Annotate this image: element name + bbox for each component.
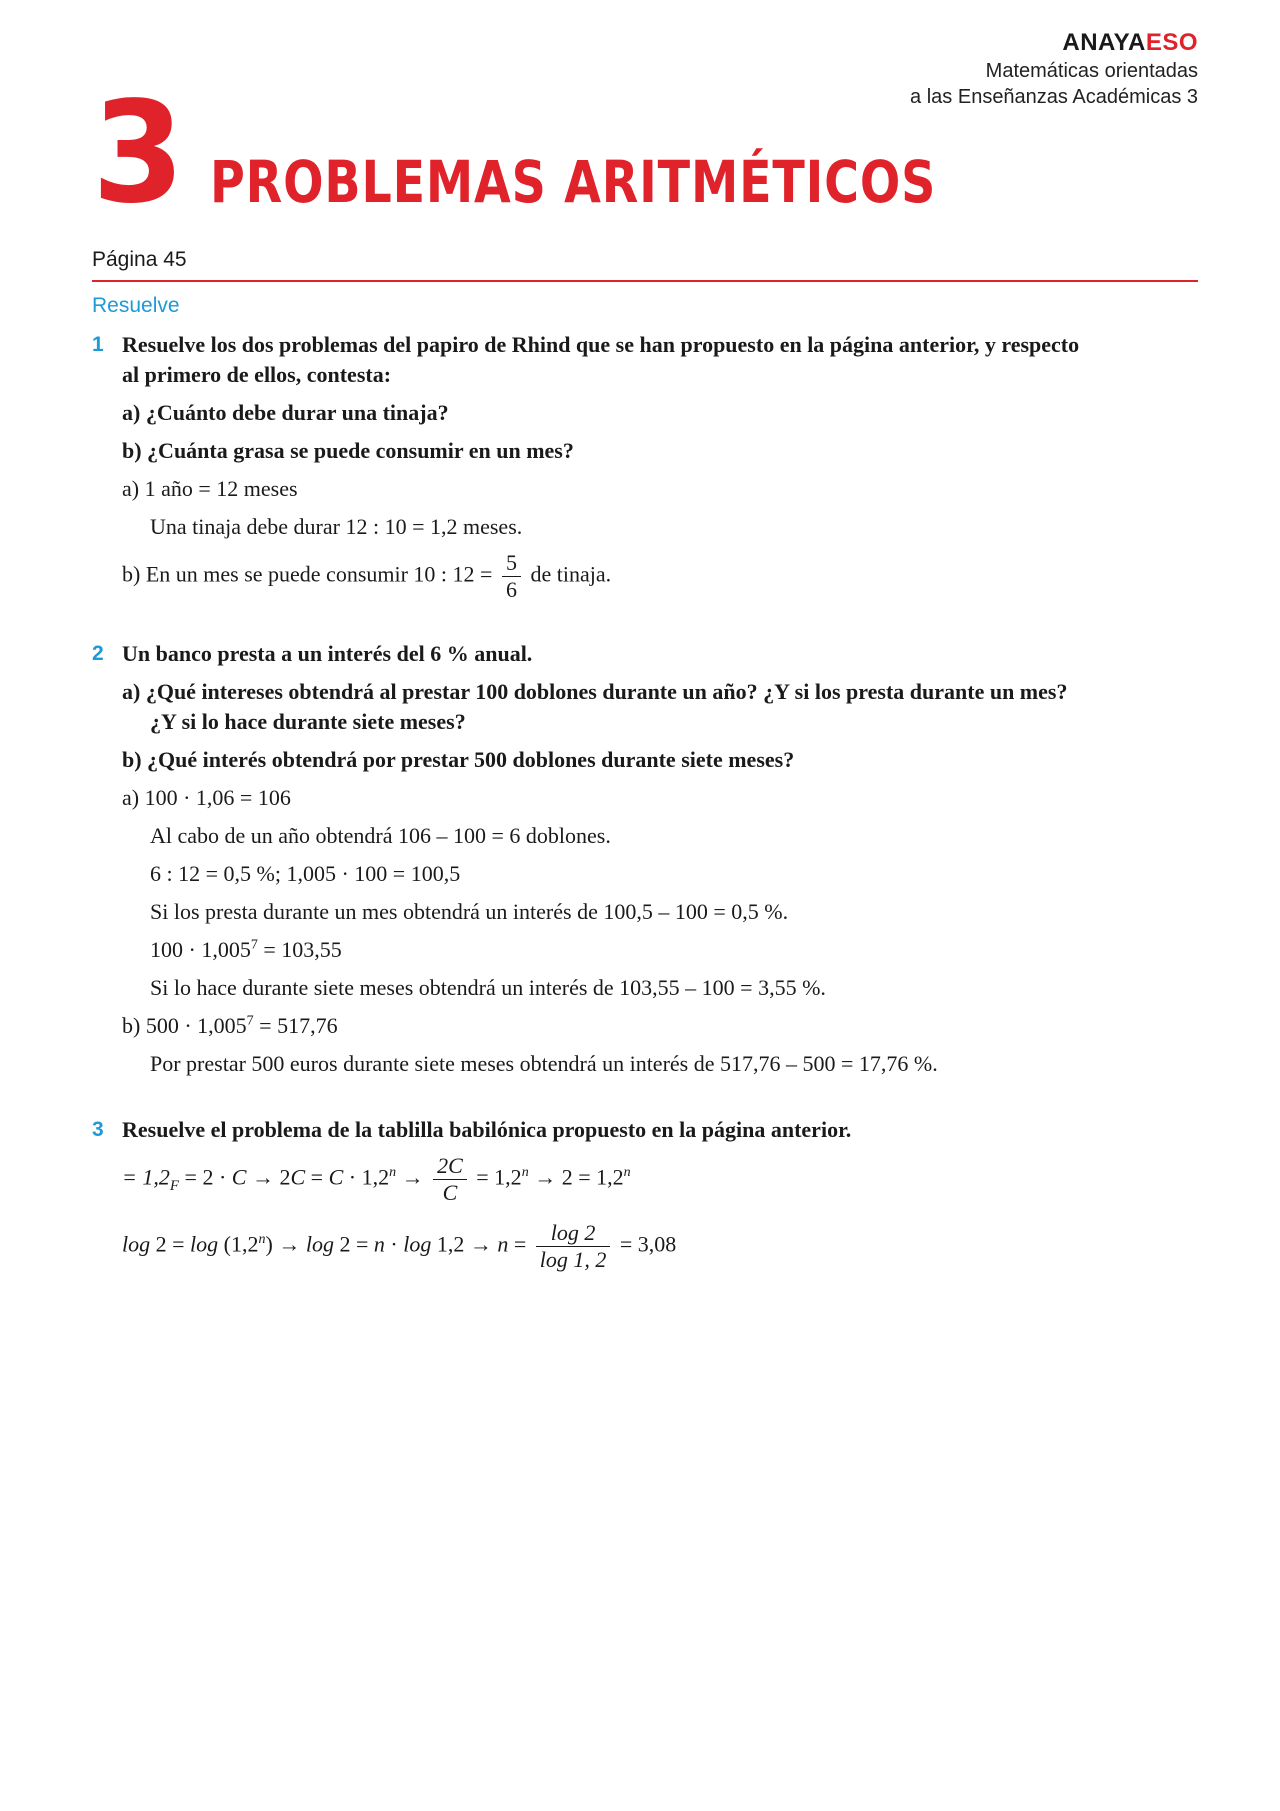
book-title-line1: Matemáticas orientadas bbox=[985, 60, 1198, 82]
book-title-line2: a las Enseñanzas Académicas 3 bbox=[910, 86, 1198, 108]
math-line-1: = $1,2_F = 2 \cdot C \to 2C = C \cdot 1,2^n$ → $\frac{2C}{C}$ = $1,2^n \to 2 = 1,2^n$ bbox=[122, 1153, 631, 1205]
problem-question: Resuelve el problema de la tablilla babilónica propuesto en la página anterior. bbox=[122, 1117, 852, 1142]
sub-question-a: a) ¿Cuánto debe durar una tinaja? bbox=[122, 400, 449, 425]
answer-line: b) $500 \cdot 1,005^7 = 517,76$ bbox=[122, 1013, 338, 1038]
sub-question-b: b) ¿Cuánta grasa se puede consumir en un mes? bbox=[122, 438, 574, 463]
answer-line: a) 1 año = 12 meses bbox=[122, 476, 298, 501]
problem-2 bbox=[92, 639, 1092, 1079]
problem-number: 1 bbox=[92, 333, 104, 356]
answer-line: 6 : 12 = 0,5 %; 1,005 · 100 = 100,5 bbox=[150, 861, 461, 886]
answer-text: b) En un mes se puede consumir 10 : 12 = bbox=[122, 561, 493, 587]
brand-eso: ESO bbox=[1145, 29, 1198, 56]
fraction-denominator: C bbox=[442, 1180, 458, 1205]
brand-anaya: ANAYA bbox=[1062, 29, 1146, 56]
fraction bbox=[433, 1153, 467, 1206]
fraction-denominator: log 1, 2 bbox=[539, 1247, 607, 1272]
problem-1 bbox=[92, 330, 1092, 603]
publisher-logo bbox=[910, 30, 1198, 56]
fraction-numerator: log 2 bbox=[536, 1220, 611, 1247]
answer-line: Al cabo de un año obtendrá 106 – 100 = 6 doblones. bbox=[150, 823, 611, 848]
section-label: Resuelve bbox=[92, 294, 180, 317]
answer-line: Una tinaja debe durar 12 : 10 = 1,2 meses. bbox=[150, 514, 523, 539]
answer-line: $100 \cdot 1,005^7 = 103,55$ bbox=[150, 937, 342, 962]
sub-question-b: b) ¿Qué interés obtendrá por prestar 500 doblones durante siete meses? bbox=[122, 747, 795, 772]
fraction bbox=[502, 550, 521, 603]
problem-question: Resuelve los dos problemas del papiro de Rhind que se han propuesto en la página anterior, y respecto al primero de ellos, contesta: bbox=[122, 332, 1080, 387]
math-line-2: $\log 2 = \log (1,2^n) \to \log 2 = n \cdot \log 1,2 \to n$ = $\frac{\log 2}{\log 1, 2}$ = 3,08 bbox=[122, 1220, 677, 1272]
fraction-denominator: 6 bbox=[505, 577, 517, 602]
answer-line: Por prestar 500 euros durante siete meses obtendrá un interés de 517,76 – 500 = 17,76 %. bbox=[150, 1051, 938, 1076]
answer-line: Si lo hace durante siete meses obtendrá un interés de 103,55 – 100 = 3,55 %. bbox=[150, 975, 826, 1000]
fraction-numerator: 5 bbox=[502, 550, 521, 577]
fraction-numerator: 2C bbox=[433, 1153, 467, 1180]
page-label: Página 45 bbox=[92, 248, 187, 271]
book-header bbox=[910, 30, 1198, 110]
sub-question-a: a) ¿Qué intereses obtendrá al prestar 100 doblones durante un año? ¿Y si los presta durante un mes? ¿Y si lo hace durante siete meses? bbox=[122, 679, 1068, 734]
problem-number: 2 bbox=[92, 642, 104, 665]
problem-question: Un banco presta a un interés del 6 % anual. bbox=[122, 641, 533, 666]
problem-number: 3 bbox=[92, 1118, 104, 1141]
chapter-number: 3 bbox=[92, 72, 185, 235]
chapter-title: PROBLEMAS ARITMÉTICOS bbox=[210, 148, 937, 216]
exercise-content bbox=[92, 330, 1092, 1287]
problem-3 bbox=[92, 1115, 1092, 1273]
answer-line-fraction bbox=[122, 550, 1092, 603]
answer-line: Si los presta durante un mes obtendrá un interés de 100,5 – 100 = 0,5 %. bbox=[150, 899, 789, 924]
answer-line: a) 100 · 1,06 = 106 bbox=[122, 785, 291, 810]
answer-text: de tinaja. bbox=[530, 561, 612, 587]
fraction bbox=[536, 1220, 611, 1273]
divider bbox=[92, 280, 1198, 282]
